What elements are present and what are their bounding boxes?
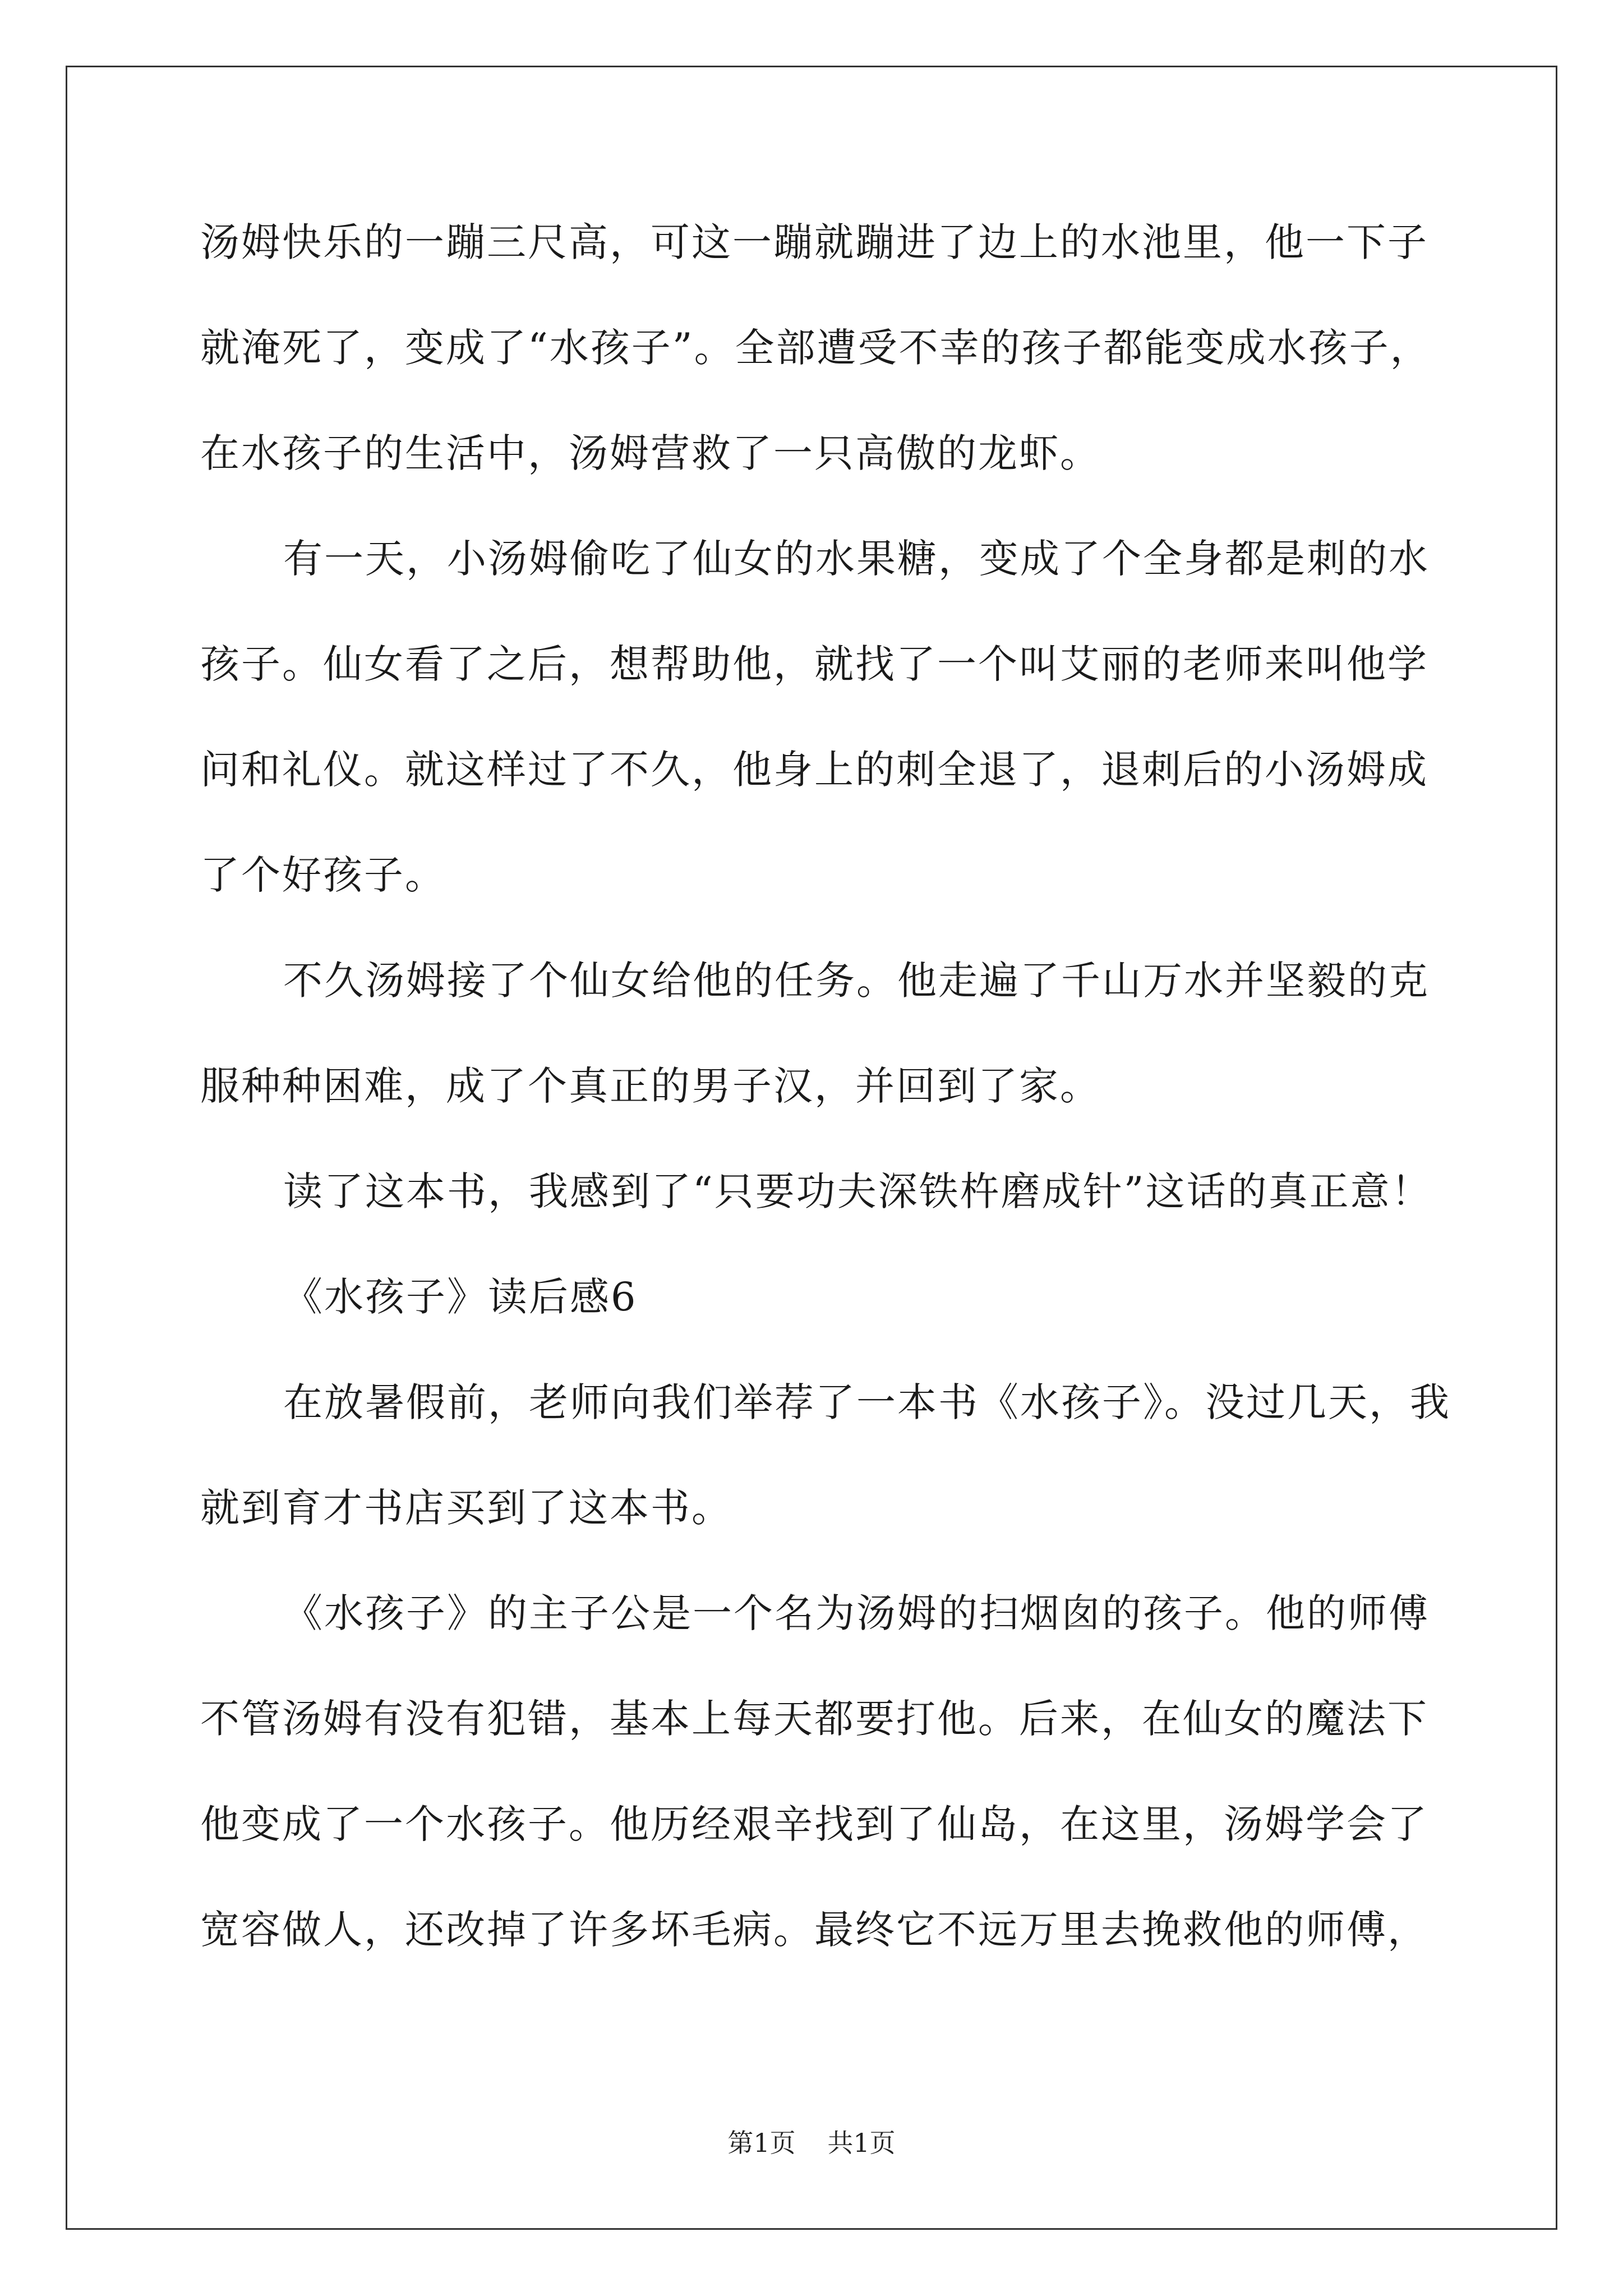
text-line: 他变成了一个水孩子。他历经艰辛找到了仙岛，在这里，汤姆学会了 bbox=[200, 1801, 1428, 1847]
text-line: 问和礼仪。就这样过了不久，他身上的刺全退了，退刺后的小汤姆成 bbox=[200, 747, 1428, 793]
text-line: 《水孩子》的主子公是一个名为汤姆的扫烟囱的孩子。他的师傅 bbox=[283, 1590, 1430, 1636]
text-line: 就淹死了，变成了“水孩子”。全部遭受不幸的孩子都能变成水孩子， bbox=[200, 325, 1431, 371]
text-line: 孩子。仙女看了之后，想帮助他，就找了一个叫艾丽的老师来叫他学 bbox=[200, 641, 1428, 687]
text-line: 读了这本书，我感到了“只要功夫深铁杵磨成针”这话的真正意！ bbox=[283, 1168, 1432, 1214]
document-body bbox=[200, 216, 1451, 2009]
page-total: 共1页 bbox=[827, 2128, 896, 2158]
text-line: 在水孩子的生活中，汤姆营救了一只高傲的龙虾。 bbox=[200, 430, 1101, 476]
text-line: 《水孩子》读后感6 bbox=[283, 1274, 638, 1320]
text-line: 就到育才书店买到了这本书。 bbox=[200, 1485, 732, 1531]
text-line: 了个好孩子。 bbox=[200, 852, 446, 898]
text-line: 宽容做人，还改掉了许多坏毛病。最终它不远万里去挽救他的师傅， bbox=[200, 1907, 1428, 1953]
text-line: 在放暑假前，老师向我们举荐了一本书《水孩子》。没过几天，我 bbox=[283, 1379, 1451, 1425]
page-footer bbox=[0, 2126, 1623, 2160]
text-line: 汤姆快乐的一蹦三尺高，可这一蹦就蹦进了边上的水池里，他一下子 bbox=[200, 219, 1428, 265]
text-line: 有一天，小汤姆偷吃了仙女的水果糖，变成了个全身都是刺的水 bbox=[283, 536, 1430, 582]
text-line: 不管汤姆有没有犯错，基本上每天都要打他。后来，在仙女的魔法下 bbox=[200, 1696, 1428, 1742]
text-line: 服种种困难，成了个真正的男子汉，并回到了家。 bbox=[200, 1063, 1101, 1109]
text-line: 不久汤姆接了个仙女给他的任务。他走遍了千山万水并坚毅的克 bbox=[283, 958, 1430, 1004]
page-number: 第1页 bbox=[727, 2128, 796, 2158]
